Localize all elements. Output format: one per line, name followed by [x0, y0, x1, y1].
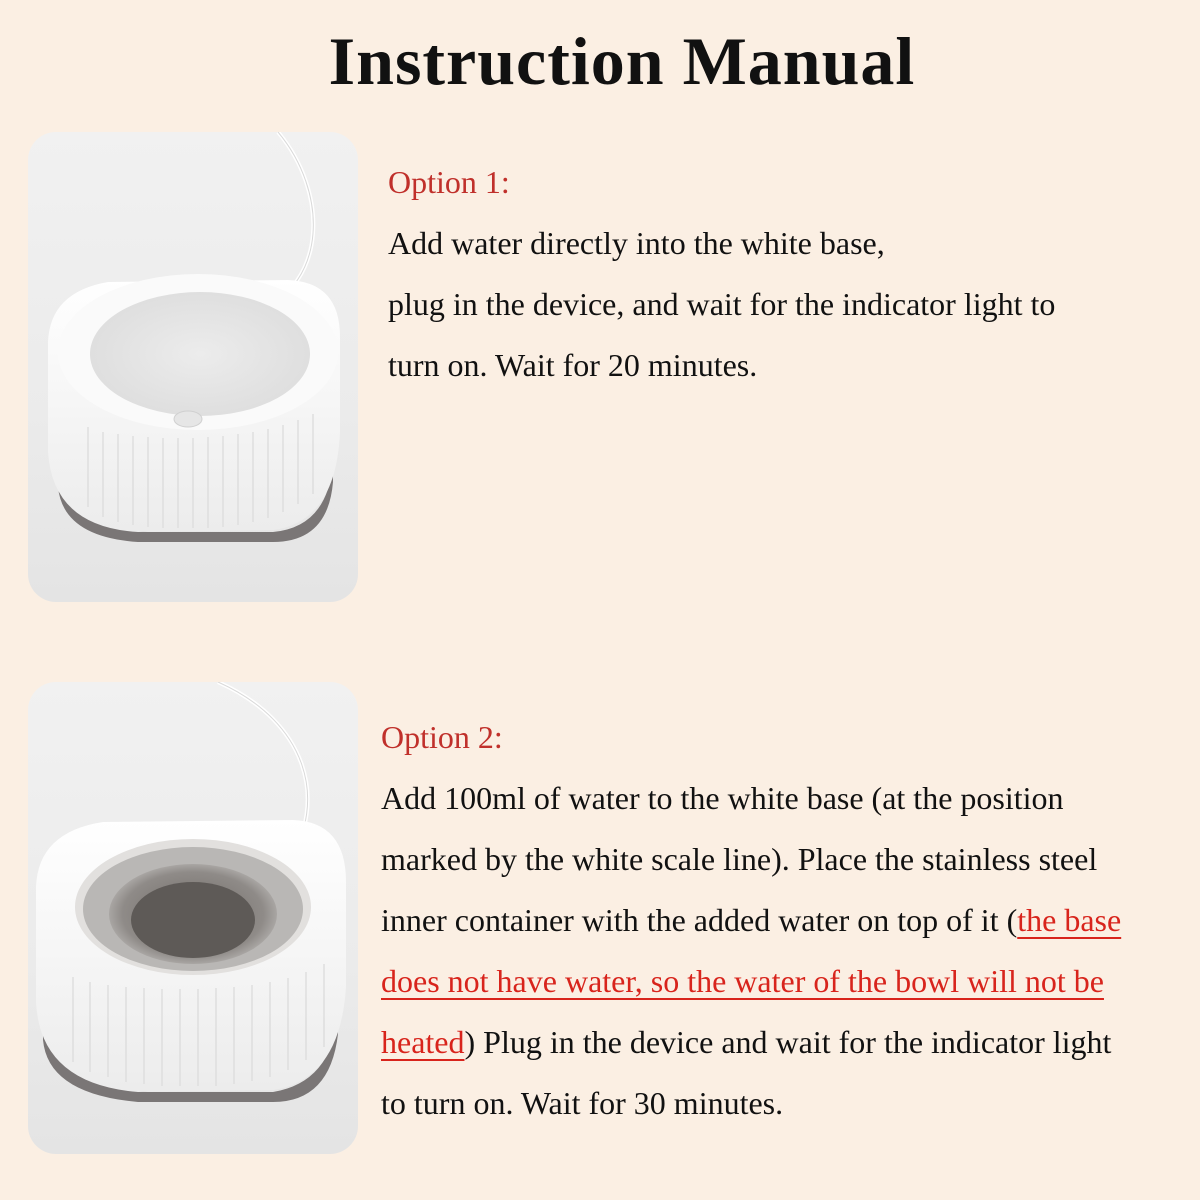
option-2-line — [381, 890, 1196, 951]
option-1-section — [388, 152, 1188, 396]
option-2-line: to turn on. Wait for 30 minutes. — [381, 1085, 784, 1121]
option-2-label: Option 2: — [381, 719, 503, 755]
option-2-section — [381, 707, 1196, 1134]
page-title: Instruction Manual — [328, 23, 916, 99]
option-1-label: Option 1: — [388, 164, 510, 200]
warning-text: does not have water, so the water of the bowl will not be — [381, 963, 1104, 999]
product-photo-white-base — [28, 132, 358, 602]
option-2-line: Add 100ml of water to the white base (at the position — [381, 780, 1064, 816]
product-photo-steel-bowl — [28, 682, 358, 1154]
option-2-line — [381, 951, 1196, 1012]
warning-text: the base — [1017, 902, 1122, 938]
option-2-line — [381, 1012, 1196, 1073]
warning-text: heated — [381, 1024, 465, 1060]
option-1-line: plug in the device, and wait for the indicator light to — [388, 286, 1056, 322]
option-2-text: inner container with the added water on top of it ( — [381, 902, 1018, 938]
option-2-line: marked by the white scale line). Place the stainless steel — [381, 841, 1098, 877]
option-2-text: ) Plug in the device and wait for the indicator light — [464, 1024, 1112, 1060]
option-1-line: turn on. Wait for 20 minutes. — [388, 347, 758, 383]
option-1-line: Add water directly into the white base, — [388, 225, 885, 261]
